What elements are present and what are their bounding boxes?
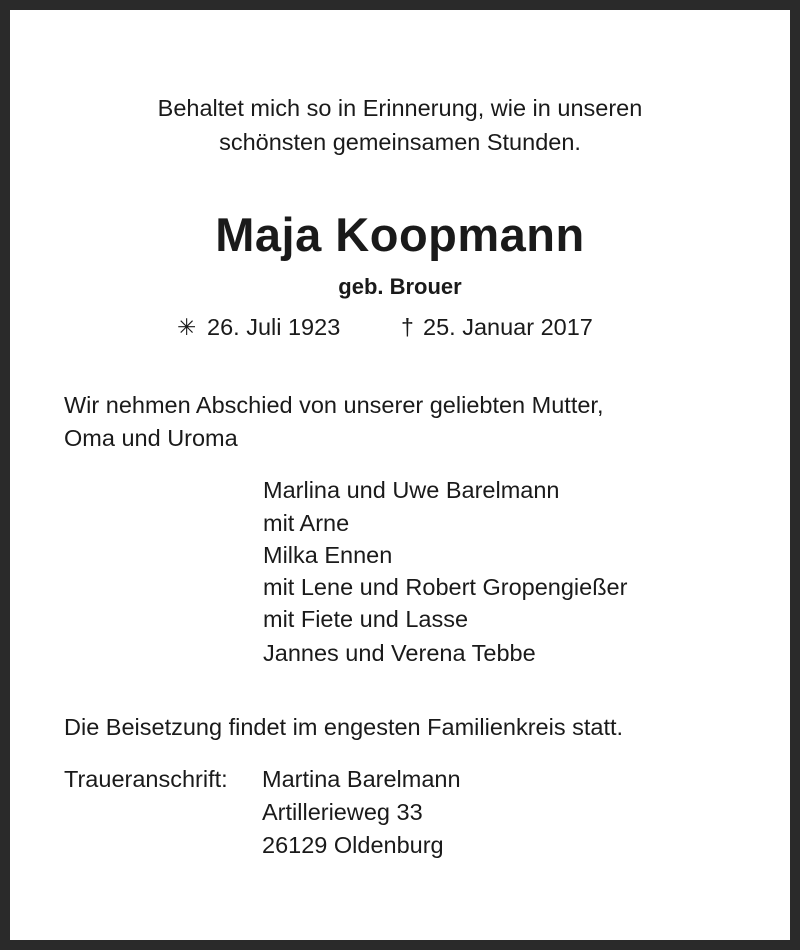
address-line: Artillerieweg 33	[262, 799, 423, 825]
death-cross-icon: †	[401, 314, 414, 340]
death-date: 25. Januar 2017	[423, 314, 593, 340]
address-label: Traueranschrift:	[64, 766, 228, 792]
birth-star-icon: ✳	[177, 314, 197, 340]
address-line: Martina Barelmann	[262, 766, 461, 792]
mourner-line: Jannes und Verena Tebbe	[263, 640, 536, 666]
deceased-name: Maja Koopmann	[215, 208, 585, 261]
maiden-name: geb. Brouer	[338, 274, 462, 299]
mourner-line: Milka Ennen	[263, 542, 393, 568]
birth-date: 26. Juli 1923	[207, 314, 341, 340]
mourner-line: mit Arne	[263, 510, 350, 536]
motto-line-2: schönsten gemeinsamen Stunden.	[219, 129, 581, 155]
mourner-line: mit Lene und Robert Gropengießer	[263, 574, 628, 600]
mourner-line: mit Fiete und Lasse	[263, 606, 469, 632]
mourner-line: Marlina und Uwe Barelmann	[263, 477, 560, 503]
farewell-line-1: Wir nehmen Abschied von unserer geliebten Mutter,	[64, 392, 604, 418]
address-line: 26129 Oldenburg	[262, 832, 444, 858]
burial-note: Die Beisetzung findet im engesten Familienkreis statt.	[64, 714, 624, 740]
motto-line-1: Behaltet mich so in Erinnerung, wie in unseren	[157, 95, 643, 121]
farewell-line-2: Oma und Uroma	[64, 425, 238, 451]
